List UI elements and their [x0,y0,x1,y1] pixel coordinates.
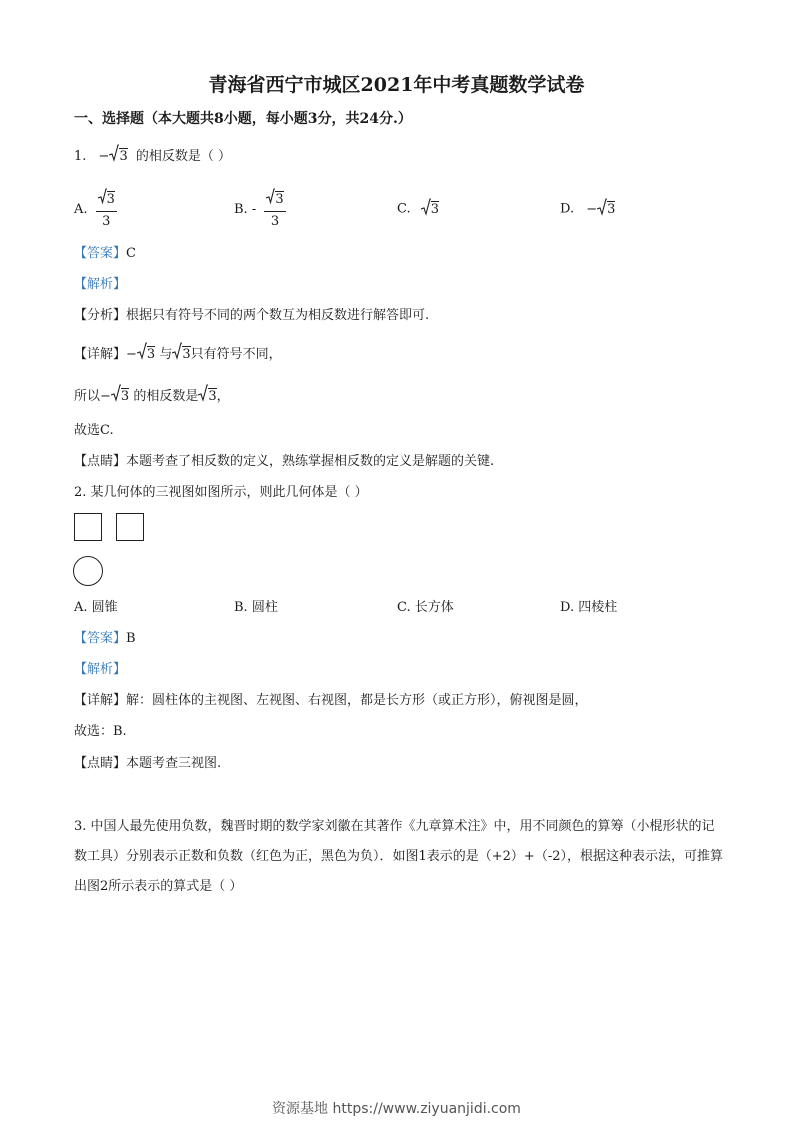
sqrt-symbol-icon [198,384,208,409]
q1-neg-sign: − [98,149,110,164]
q3-stem: 3. 中国人最先使用负数，魏晋时期的数学家刘徽在其著作《九章算术注》中，用不同颜色的算筹（小棍形状的记数工具）分别表示正数和负数（红色为正，黑色为负）．如图1表示的是（+2）+（-2），根据这种表示法，可推算出图2所示表示的算式是（ ） [74,819,723,894]
q2-option-d: D. 四棱柱 [560,600,618,615]
sqrt-symbol-icon [137,342,147,367]
radicand: 3 [607,201,616,217]
radicand: 3 [182,347,191,362]
sqrt-symbol-icon [172,342,182,367]
fenxi-tag: 【分析】 [74,308,127,323]
so-mid: 的相反数是 [133,389,199,404]
q2-analysis-tag: 【解析】 [74,662,127,677]
q2-choose: 故选：B. [74,724,127,739]
section-heading: 一、选择题（本大题共8小题，每小题3分，共24分.） [74,111,412,127]
side-view-square [116,513,144,541]
q1-stem [74,144,231,169]
radicand: 3 [430,201,440,217]
option-label: B. - [234,202,257,217]
sqrt-symbol-icon [597,198,607,220]
xiangjie-tail: 只有符号不同， [190,347,282,362]
q2-dianjing [74,754,221,774]
q1-option-a [74,188,117,231]
radicand: 3 [208,389,217,404]
sqrt-symbol-icon [421,198,431,220]
radicand: 3 [120,389,130,404]
neg-sign: − [126,347,137,362]
q2-option-c: C. 长方体 [397,600,454,615]
neg-sign: − [586,201,598,217]
dianjing-tag: 【点睛】 [74,756,127,771]
q1-option-c [397,198,439,220]
xiangjie-tag: 【详解】 [74,347,127,362]
option-label: D. [560,201,575,217]
q1-fenxi [74,306,429,326]
fraction [264,188,285,231]
q2-answer [74,629,136,649]
q2-option-b: B. 圆柱 [234,600,278,615]
q1-answer [74,244,136,264]
fraction [96,188,117,231]
q2-xiangjie [74,691,588,711]
sqrt-symbol-icon [109,144,119,169]
q1-xiangjie [74,342,282,367]
so-tail: ， [216,389,230,404]
q1-option-b [234,188,286,231]
q1-stem-tail: 的相反数是（ ） [135,149,232,164]
q2-stem: 2. 某几何体的三视图如图所示，则此几何体是（ ） [74,485,368,500]
answer-value: C [126,246,136,261]
so-prefix: 所以 [74,389,101,404]
denominator: 3 [270,214,280,229]
q1-option-d [560,198,615,220]
answer-tag: 【答案】 [74,246,127,261]
dianjing-text: 本题考查三视图. [126,756,222,771]
q1-radicand: 3 [119,149,128,164]
connector: 与 [159,347,173,362]
q1-number: 1. [74,149,87,164]
sqrt-symbol-icon [111,384,121,409]
q2-option-a: A. 圆锥 [74,600,118,615]
fenxi-text: 根据只有符号不同的两个数互为相反数进行解答即可. [126,308,430,323]
q1-conclusion [74,384,230,409]
page-title: 青海省西宁市城区2021年中考真题数学试卷 [208,74,585,96]
dianjing-tag: 【点睛】 [74,454,127,469]
radicand: 3 [106,191,115,207]
footer-watermark: 资源基地 https://www.ziyuanjidi.com [272,1101,521,1117]
xiangjie-tag: 【详解】 [74,693,127,708]
answer-value: B [126,631,136,646]
radicand: 3 [275,191,284,207]
q1-dianjing [74,452,494,472]
radicand: 3 [146,347,156,362]
q1-analysis-tag: 【解析】 [74,277,127,292]
xiangjie-text: 解：圆柱体的主视图、左视图、右视图，都是长方形（或正方形），俯视图是圆， [126,693,588,708]
option-label: A. [74,202,88,217]
sqrt-symbol-icon [266,188,275,210]
dianjing-text: 本题考查了相反数的定义，熟练掌握相反数的定义是解题的关键. [126,454,495,469]
q1-choose: 故选C. [74,423,114,438]
top-view-circle [73,556,103,586]
sqrt-symbol-icon [98,188,107,210]
neg-sign: − [100,389,111,404]
denominator: 3 [102,214,111,229]
option-label: C. [397,201,411,217]
answer-tag: 【答案】 [74,631,127,646]
front-view-square [74,513,102,541]
